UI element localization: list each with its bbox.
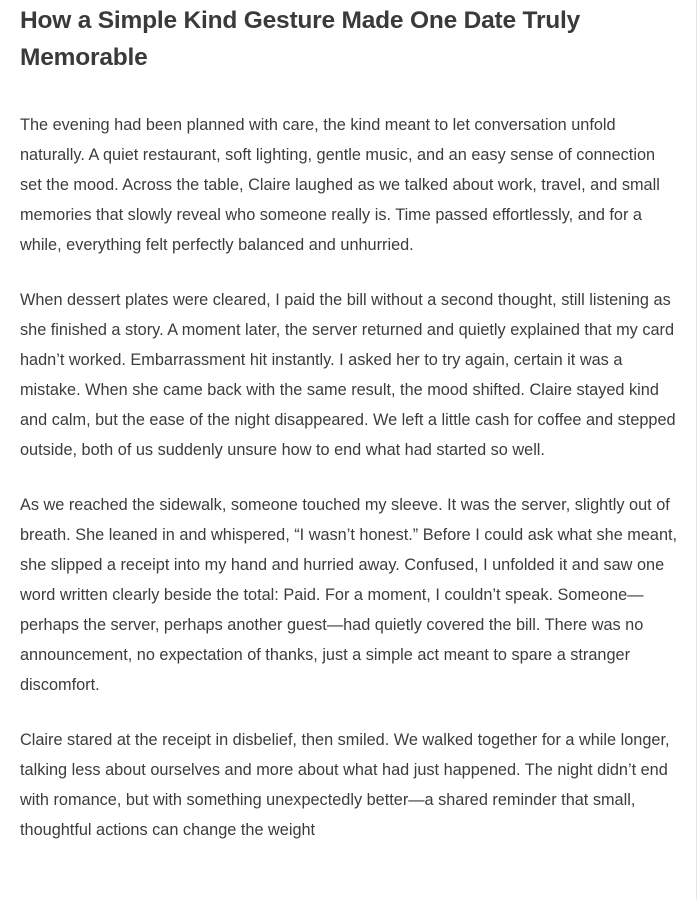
article-title: How a Simple Kind Gesture Made One Date Truly Memorable — [20, 7, 581, 71]
paragraph-3: As we reached the sidewalk, someone touched my sleeve. It was the server, slightly out of breath. She leaned in and whispered, “I wasn’t honest.” Before I could ask what she meant, she slipped a receipt into my hand and hurried away. Confused, I unfolded it and saw one word written clearly beside the total: Paid. For a moment, I couldn’t speak. Someone—perhaps the server, perhaps another guest—had quietly covered the bill. There was no announcement, no expectation of thanks, just a simple act meant to spare a stranger discomfort. — [20, 496, 678, 694]
article-body — [20, 110, 680, 845]
paragraph-1: The evening had been planned with care, the kind meant to let conversation unfold naturally. A quiet restaurant, soft lighting, gentle music, and an easy sense of connection set the mood. Across the table, Claire laughed as we talked about work, travel, and small memories that slowly reveal who someone really is. Time passed effortlessly, and for a while, everything felt perfectly balanced and unhurried. — [20, 116, 660, 254]
paragraph-2: When dessert plates were cleared, I paid the bill without a second thought, still listening as she finished a story. A moment later, the server returned and quietly explained that my card hadn’t worked. Embarrassment hit instantly. I asked her to try again, certain it was a mistake. When she came back with the same result, the mood shifted. Claire stayed kind and calm, but the ease of the night disappeared. We left a little cash for coffee and stepped outside, both of us suddenly unsure how to end what had started so well. — [20, 291, 676, 459]
paragraph-4: Claire stared at the receipt in disbelief, then smiled. We walked together for a while longer, talking less about ourselves and more about what had just happened. The night didn’t end with romance, but with something unexpectedly better—a shared reminder that small, thoughtful actions can change the weight — [20, 731, 670, 839]
article — [20, 2, 680, 870]
